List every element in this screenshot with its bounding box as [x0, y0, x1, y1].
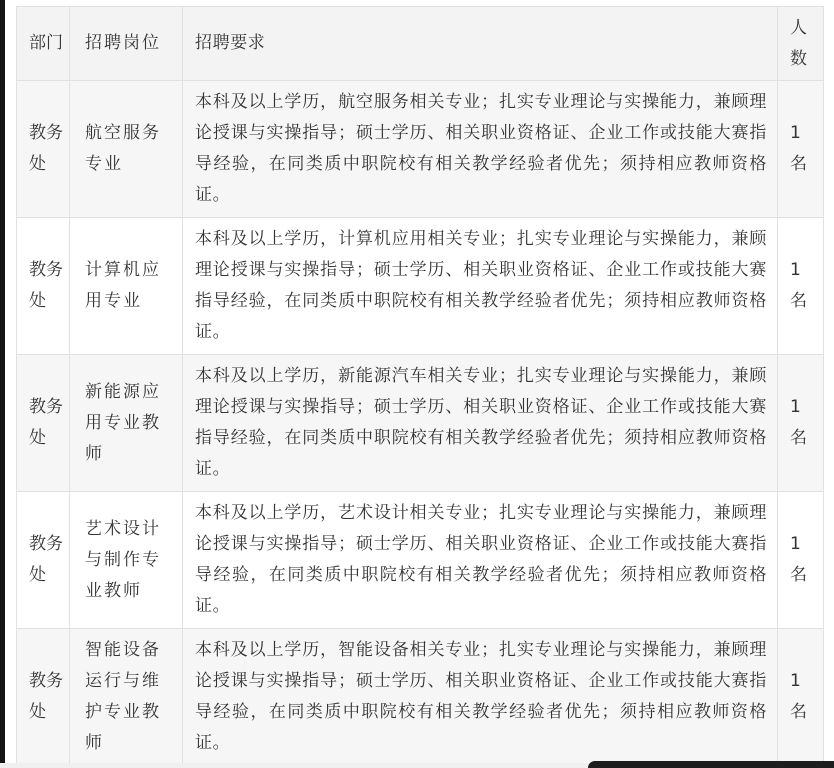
- table-row: [17, 81, 824, 218]
- table-header-row: [17, 7, 824, 81]
- position-cell: 新能源应用专业教师: [70, 355, 183, 492]
- count-cell: 1名: [778, 629, 824, 766]
- requirements-cell: 本科及以上学历，计算机应用相关专业；扎实专业理论与实操能力，兼顾理论授课与实操指导；硕士学历、相关职业资格证、企业工作或技能大赛指导经验，在同类质中职院校有相关教学经验者优先；须持相应教师资格证。: [183, 218, 778, 355]
- header-count: 人数: [778, 7, 824, 81]
- requirements-cell: 本科及以上学历，艺术设计相关专业；扎实专业理论与实操能力，兼顾理论授课与实操指导；硕士学历、相关职业资格证、企业工作或技能大赛指导经验，在同类质中职院校有相关教学经验者优先；须持相应教师资格证。: [183, 492, 778, 629]
- requirements-cell: 本科及以上学历，航空服务相关专业；扎实专业理论与实操能力，兼顾理论授课与实操指导；硕士学历、相关职业资格证、企业工作或技能大赛指导经验，在同类质中职院校有相关教学经验者优先；须持相应教师资格证。: [183, 81, 778, 218]
- table-row: [17, 218, 824, 355]
- department-cell: 教务处: [17, 218, 70, 355]
- department-cell: 教务处: [17, 629, 70, 766]
- left-edge-bar: [0, 0, 5, 768]
- table-row: [17, 355, 824, 492]
- table-row: [17, 629, 824, 766]
- count-cell: 1名: [778, 355, 824, 492]
- header-department: 部门: [17, 7, 70, 81]
- requirements-cell: 本科及以上学历，智能设备相关专业；扎实专业理论与实操能力，兼顾理论授课与实操指导；硕士学历、相关职业资格证、企业工作或技能大赛指导经验，在同类质中职院校有相关教学经验者优先；须持相应教师资格证。: [183, 629, 778, 766]
- department-cell: 教务处: [17, 355, 70, 492]
- count-cell: 1名: [778, 218, 824, 355]
- department-cell: 教务处: [17, 492, 70, 629]
- header-requirements: 招聘要求: [183, 7, 778, 81]
- requirements-cell: 本科及以上学历，新能源汽车相关专业；扎实专业理论与实操能力，兼顾理论授课与实操指导；硕士学历、相关职业资格证、企业工作或技能大赛指导经验，在同类质中职院校有相关教学经验者优先；须持相应教师资格证。: [183, 355, 778, 492]
- position-cell: 智能设备运行与维护专业教师: [70, 629, 183, 766]
- department-cell: 教务处: [17, 81, 70, 218]
- header-position: 招聘岗位: [70, 7, 183, 81]
- position-cell: 航空服务专业: [70, 81, 183, 218]
- recruitment-table: [16, 6, 824, 766]
- count-cell: 1名: [778, 81, 824, 218]
- position-cell: 计算机应用专业: [70, 218, 183, 355]
- position-cell: 艺术设计与制作专业教师: [70, 492, 183, 629]
- bottom-dark-overlay: [588, 761, 834, 768]
- count-cell: 1名: [778, 492, 824, 629]
- table-row: [17, 492, 824, 629]
